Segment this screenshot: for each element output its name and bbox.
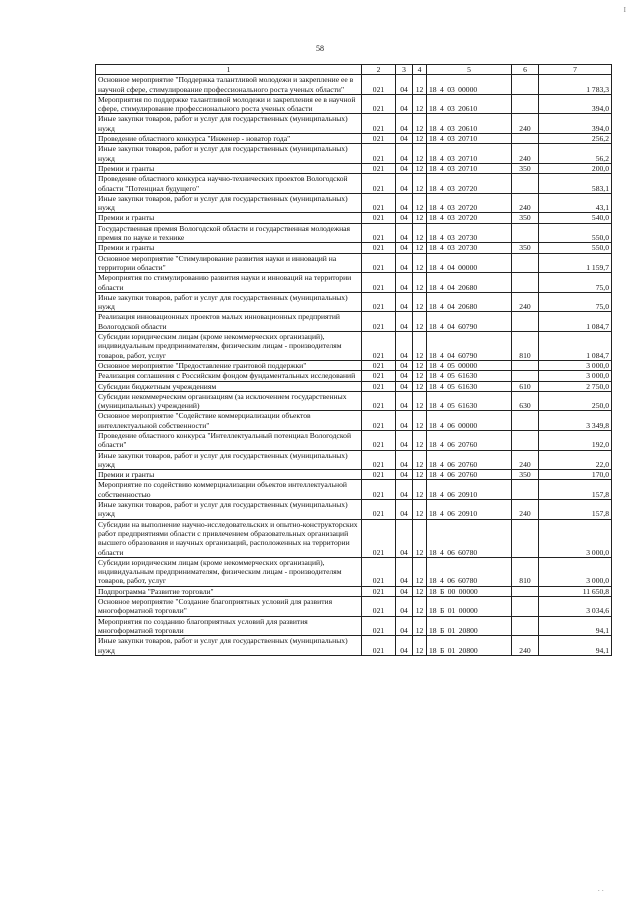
row-subsection: 12	[413, 75, 427, 95]
row-amount: 550,0	[539, 223, 612, 243]
row-expense-type: 350	[512, 163, 539, 173]
table-row	[96, 519, 612, 557]
table-row	[96, 470, 612, 480]
row-amount: 170,0	[539, 470, 612, 480]
row-ministry-code: 021	[362, 636, 396, 656]
table-row	[96, 391, 612, 411]
row-target-article: 18 4 04 60790	[427, 332, 512, 361]
row-name: Иные закупки товаров, работ и услуг для государственных (муниципальных) нужд	[96, 450, 362, 470]
row-ministry-code: 021	[362, 381, 396, 391]
row-ministry-code: 021	[362, 213, 396, 223]
row-amount: 256,2	[539, 134, 612, 144]
table-row	[96, 597, 612, 617]
row-target-article: 18 4 03 20710	[427, 163, 512, 173]
row-expense-type	[512, 519, 539, 557]
row-target-article: 18 4 06 60780	[427, 557, 512, 586]
row-name: Мероприятия по поддержке талантливой молодежи и закрепления ее в научной сфере, стимулирование профессионального роста ученых области	[96, 94, 362, 114]
row-target-article: 18 4 06 00000	[427, 411, 512, 431]
row-subsection: 12	[413, 636, 427, 656]
row-name: Премии и гранты	[96, 243, 362, 253]
row-name: Основное мероприятие "Поддержка талантливой молодежи и закрепление ее в научной сфере, стимулирование профессионального роста ученых области"	[96, 75, 362, 95]
row-amount: 200,0	[539, 163, 612, 173]
row-amount: 3 000,0	[539, 360, 612, 370]
row-amount: 1 084,7	[539, 312, 612, 332]
row-expense-type	[512, 597, 539, 617]
row-expense-type: 350	[512, 213, 539, 223]
row-target-article: 18 4 06 20760	[427, 430, 512, 450]
row-name: Субсидии юридическим лицам (кроме некоммерческих организаций), индивидуальным предпринимателям, физическим лицам - производителям товаров, работ, услуг	[96, 557, 362, 586]
table-row	[96, 616, 612, 636]
row-subsection: 12	[413, 193, 427, 213]
row-amount: 192,0	[539, 430, 612, 450]
row-section: 04	[396, 586, 413, 596]
row-section: 04	[396, 75, 413, 95]
row-section: 04	[396, 223, 413, 243]
row-section: 04	[396, 243, 413, 253]
row-target-article: 18 4 03 20720	[427, 193, 512, 213]
row-target-article: 18 4 05 61630	[427, 371, 512, 381]
row-name: Субсидии юридическим лицам (кроме некоммерческих организаций), индивидуальным предпринимателям, физическим лицам - производителям товаров, работ, услуг	[96, 332, 362, 361]
row-subsection: 12	[413, 470, 427, 480]
row-expense-type	[512, 94, 539, 114]
table-row	[96, 75, 612, 95]
row-name: Государственная премия Вологодской области и государственная молодежная премия по науке и технике	[96, 223, 362, 243]
row-expense-type	[512, 75, 539, 95]
row-subsection: 12	[413, 114, 427, 134]
row-ministry-code: 021	[362, 411, 396, 431]
row-target-article: 18 4 03 20730	[427, 223, 512, 243]
row-amount: 3 034,6	[539, 597, 612, 617]
row-target-article: 18 4 03 20720	[427, 174, 512, 194]
table-row	[96, 193, 612, 213]
row-ministry-code: 021	[362, 586, 396, 596]
row-ministry-code: 021	[362, 312, 396, 332]
row-name: Премии и гранты	[96, 470, 362, 480]
row-ministry-code: 021	[362, 134, 396, 144]
row-ministry-code: 021	[362, 519, 396, 557]
row-section: 04	[396, 371, 413, 381]
row-ministry-code: 021	[362, 253, 396, 273]
margin-mark: I	[623, 6, 626, 14]
row-target-article: 18 4 05 00000	[427, 360, 512, 370]
row-section: 04	[396, 381, 413, 391]
row-ministry-code: 021	[362, 163, 396, 173]
row-expense-type	[512, 134, 539, 144]
row-subsection: 12	[413, 616, 427, 636]
row-ministry-code: 021	[362, 360, 396, 370]
row-subsection: 12	[413, 273, 427, 293]
row-target-article: 18 4 03 00000	[427, 75, 512, 95]
row-section: 04	[396, 134, 413, 144]
row-section: 04	[396, 519, 413, 557]
row-subsection: 12	[413, 480, 427, 500]
row-target-article: 18 Б 01 20800	[427, 636, 512, 656]
row-subsection: 12	[413, 144, 427, 164]
row-expense-type: 350	[512, 470, 539, 480]
header-row	[96, 65, 612, 75]
row-expense-type	[512, 371, 539, 381]
row-amount: 583,1	[539, 174, 612, 194]
row-amount: 3 000,0	[539, 557, 612, 586]
row-name: Основное мероприятие "Стимулирование развития науки и инноваций на территории области"	[96, 253, 362, 273]
row-name: Субсидии бюджетным учреждениям	[96, 381, 362, 391]
row-amount: 250,0	[539, 391, 612, 411]
row-amount: 3 000,0	[539, 371, 612, 381]
row-subsection: 12	[413, 430, 427, 450]
row-amount: 11 650,8	[539, 586, 612, 596]
row-section: 04	[396, 391, 413, 411]
row-target-article: 18 4 03 20730	[427, 243, 512, 253]
row-amount: 550,0	[539, 243, 612, 253]
table-row	[96, 134, 612, 144]
row-target-article: 18 4 03 20710	[427, 144, 512, 164]
row-ministry-code: 021	[362, 174, 396, 194]
row-subsection: 12	[413, 500, 427, 520]
table-row	[96, 114, 612, 134]
row-subsection: 12	[413, 253, 427, 273]
row-name: Премии и гранты	[96, 213, 362, 223]
row-subsection: 12	[413, 391, 427, 411]
table-row	[96, 381, 612, 391]
row-target-article: 18 Б 01 00000	[427, 597, 512, 617]
row-section: 04	[396, 312, 413, 332]
row-subsection: 12	[413, 450, 427, 470]
row-expense-type: 240	[512, 144, 539, 164]
row-subsection: 12	[413, 557, 427, 586]
row-target-article: 18 4 06 20760	[427, 470, 512, 480]
table-row	[96, 144, 612, 164]
row-section: 04	[396, 616, 413, 636]
row-name: Субсидии некоммерческим организациям (за исключением государственных (муниципальных) учреждений)	[96, 391, 362, 411]
budget-table	[95, 64, 612, 656]
row-ministry-code: 021	[362, 292, 396, 312]
row-name: Премии и гранты	[96, 163, 362, 173]
row-name: Иные закупки товаров, работ и услуг для государственных (муниципальных) нужд	[96, 144, 362, 164]
row-amount: 1 084,7	[539, 332, 612, 361]
row-section: 04	[396, 557, 413, 586]
row-ministry-code: 021	[362, 371, 396, 381]
row-amount: 3 000,0	[539, 519, 612, 557]
row-ministry-code: 021	[362, 450, 396, 470]
row-name: Иные закупки товаров, работ и услуг для государственных (муниципальных) нужд	[96, 114, 362, 134]
row-ministry-code: 021	[362, 144, 396, 164]
row-name: Основное мероприятие "Содействие коммерциализации объектов интеллектуальной собственности"	[96, 411, 362, 431]
row-expense-type: 630	[512, 391, 539, 411]
row-expense-type	[512, 411, 539, 431]
row-name: Реализация инновационных проектов малых инновационных предприятий Вологодской области	[96, 312, 362, 332]
row-amount: 94,1	[539, 636, 612, 656]
table-row	[96, 312, 612, 332]
row-amount: 43,1	[539, 193, 612, 213]
row-expense-type: 610	[512, 381, 539, 391]
row-target-article: 18 4 04 20680	[427, 292, 512, 312]
table-row	[96, 411, 612, 431]
row-subsection: 12	[413, 360, 427, 370]
row-target-article: 18 4 04 00000	[427, 253, 512, 273]
table-row	[96, 586, 612, 596]
row-name: Иные закупки товаров, работ и услуг для государственных (муниципальных) нужд	[96, 500, 362, 520]
table-row	[96, 557, 612, 586]
row-target-article: 18 4 05 61630	[427, 381, 512, 391]
table-row	[96, 450, 612, 470]
row-ministry-code: 021	[362, 430, 396, 450]
row-name: Иные закупки товаров, работ и услуг для государственных (муниципальных) нужд	[96, 193, 362, 213]
row-amount: 56,2	[539, 144, 612, 164]
row-ministry-code: 021	[362, 391, 396, 411]
row-name: Реализация соглашения с Российским фондом фундаментальных исследований	[96, 371, 362, 381]
row-ministry-code: 021	[362, 470, 396, 480]
row-subsection: 12	[413, 519, 427, 557]
header-col-4: 4	[413, 65, 427, 75]
table-row	[96, 273, 612, 293]
row-amount: 157,8	[539, 480, 612, 500]
row-name: Проведение областного конкурса научно-технических проектов Вологодской области "Потенциал будущего"	[96, 174, 362, 194]
header-col-7: 7	[539, 65, 612, 75]
table-row	[96, 213, 612, 223]
row-subsection: 12	[413, 411, 427, 431]
row-target-article: 18 Б 01 20800	[427, 616, 512, 636]
row-subsection: 12	[413, 163, 427, 173]
row-expense-type	[512, 253, 539, 273]
row-expense-type: 240	[512, 292, 539, 312]
row-section: 04	[396, 193, 413, 213]
row-subsection: 12	[413, 597, 427, 617]
row-target-article: 18 4 04 20680	[427, 273, 512, 293]
table-row	[96, 243, 612, 253]
row-expense-type	[512, 360, 539, 370]
header-col-1: 1	[96, 65, 362, 75]
table-row	[96, 223, 612, 243]
row-target-article: 18 4 06 20910	[427, 500, 512, 520]
row-target-article: 18 4 06 60780	[427, 519, 512, 557]
row-name: Основное мероприятие "Создание благоприятных условий для развития многоформатной торговли"	[96, 597, 362, 617]
table-row	[96, 163, 612, 173]
header-col-5: 5	[427, 65, 512, 75]
row-section: 04	[396, 213, 413, 223]
row-section: 04	[396, 174, 413, 194]
table-row	[96, 174, 612, 194]
row-ministry-code: 021	[362, 480, 396, 500]
row-target-article: 18 4 03 20610	[427, 94, 512, 114]
row-ministry-code: 021	[362, 114, 396, 134]
row-subsection: 12	[413, 586, 427, 596]
row-subsection: 12	[413, 94, 427, 114]
row-subsection: 12	[413, 381, 427, 391]
row-ministry-code: 021	[362, 500, 396, 520]
row-ministry-code: 021	[362, 223, 396, 243]
row-name: Проведение областного конкурса "Интеллектуальный потенциал Вологодской области"	[96, 430, 362, 450]
table-row	[96, 371, 612, 381]
header-col-6: 6	[512, 65, 539, 75]
row-section: 04	[396, 597, 413, 617]
row-expense-type: 810	[512, 557, 539, 586]
row-target-article: 18 4 06 20760	[427, 450, 512, 470]
row-expense-type	[512, 616, 539, 636]
header-col-3: 3	[396, 65, 413, 75]
row-section: 04	[396, 332, 413, 361]
row-amount: 75,0	[539, 273, 612, 293]
row-amount: 540,0	[539, 213, 612, 223]
row-subsection: 12	[413, 332, 427, 361]
table-row	[96, 480, 612, 500]
row-section: 04	[396, 470, 413, 480]
row-subsection: 12	[413, 292, 427, 312]
row-ministry-code: 021	[362, 75, 396, 95]
row-subsection: 12	[413, 134, 427, 144]
row-section: 04	[396, 450, 413, 470]
row-subsection: 12	[413, 213, 427, 223]
row-ministry-code: 021	[362, 332, 396, 361]
row-target-article: 18 Б 00 00000	[427, 586, 512, 596]
row-expense-type	[512, 480, 539, 500]
row-name: Проведение областного конкурса "Инженер - новатор года"	[96, 134, 362, 144]
row-section: 04	[396, 360, 413, 370]
row-section: 04	[396, 500, 413, 520]
row-subsection: 12	[413, 243, 427, 253]
header-col-2: 2	[362, 65, 396, 75]
row-ministry-code: 021	[362, 193, 396, 213]
table-row	[96, 636, 612, 656]
table-body	[96, 75, 612, 656]
row-ministry-code: 021	[362, 273, 396, 293]
row-ministry-code: 021	[362, 557, 396, 586]
row-amount: 75,0	[539, 292, 612, 312]
row-amount: 94,1	[539, 616, 612, 636]
row-target-article: 18 4 03 20710	[427, 134, 512, 144]
row-amount: 1 783,3	[539, 75, 612, 95]
row-section: 04	[396, 430, 413, 450]
row-amount: 2 750,0	[539, 381, 612, 391]
row-expense-type	[512, 273, 539, 293]
row-expense-type: 240	[512, 114, 539, 134]
row-section: 04	[396, 94, 413, 114]
row-section: 04	[396, 480, 413, 500]
row-target-article: 18 4 04 60790	[427, 312, 512, 332]
table-row	[96, 332, 612, 361]
row-expense-type	[512, 430, 539, 450]
row-section: 04	[396, 411, 413, 431]
row-amount: 157,8	[539, 500, 612, 520]
row-expense-type: 810	[512, 332, 539, 361]
row-name: Иные закупки товаров, работ и услуг для государственных (муниципальных) нужд	[96, 636, 362, 656]
row-amount: 3 349,8	[539, 411, 612, 431]
table-row	[96, 500, 612, 520]
row-expense-type: 350	[512, 243, 539, 253]
row-name: Основное мероприятие "Предоставление грантовой поддержки"	[96, 360, 362, 370]
table-row	[96, 292, 612, 312]
row-subsection: 12	[413, 371, 427, 381]
row-ministry-code: 021	[362, 597, 396, 617]
row-name: Мероприятие по содействию коммерциализации объектов интеллектуальной собственностью	[96, 480, 362, 500]
row-section: 04	[396, 636, 413, 656]
corner-mark: · ·	[597, 887, 604, 895]
row-target-article: 18 4 03 20720	[427, 213, 512, 223]
row-ministry-code: 021	[362, 94, 396, 114]
row-expense-type	[512, 174, 539, 194]
row-target-article: 18 4 03 20610	[427, 114, 512, 134]
row-name: Иные закупки товаров, работ и услуг для государственных (муниципальных) нужд	[96, 292, 362, 312]
row-amount: 394,0	[539, 114, 612, 134]
table-row	[96, 360, 612, 370]
row-name: Мероприятия по стимулированию развития науки и инноваций на территории области	[96, 273, 362, 293]
page-number: 58	[316, 44, 324, 53]
row-subsection: 12	[413, 223, 427, 243]
row-ministry-code: 021	[362, 243, 396, 253]
row-ministry-code: 021	[362, 616, 396, 636]
row-section: 04	[396, 163, 413, 173]
row-expense-type	[512, 312, 539, 332]
row-amount: 394,0	[539, 94, 612, 114]
table-row	[96, 253, 612, 273]
row-section: 04	[396, 114, 413, 134]
row-expense-type	[512, 223, 539, 243]
row-expense-type: 240	[512, 450, 539, 470]
row-expense-type: 240	[512, 636, 539, 656]
row-expense-type	[512, 586, 539, 596]
row-section: 04	[396, 253, 413, 273]
row-name: Субсидии на выполнение научно-исследовательских и опытно-конструкторских работ предприятиями области с привлечением образовательных организаций высшего образования и научных организаций, расположенных на территории области	[96, 519, 362, 557]
row-amount: 22,0	[539, 450, 612, 470]
table-row	[96, 94, 612, 114]
row-expense-type: 240	[512, 500, 539, 520]
row-subsection: 12	[413, 174, 427, 194]
row-section: 04	[396, 273, 413, 293]
row-target-article: 18 4 06 20910	[427, 480, 512, 500]
table-row	[96, 430, 612, 450]
row-target-article: 18 4 05 61630	[427, 391, 512, 411]
row-section: 04	[396, 144, 413, 164]
row-section: 04	[396, 292, 413, 312]
row-name: Мероприятия по созданию благоприятных условий для развития многоформатной торговли	[96, 616, 362, 636]
row-subsection: 12	[413, 312, 427, 332]
row-expense-type: 240	[512, 193, 539, 213]
row-name: Подпрограмма "Развитие торговли"	[96, 586, 362, 596]
row-amount: 1 159,7	[539, 253, 612, 273]
